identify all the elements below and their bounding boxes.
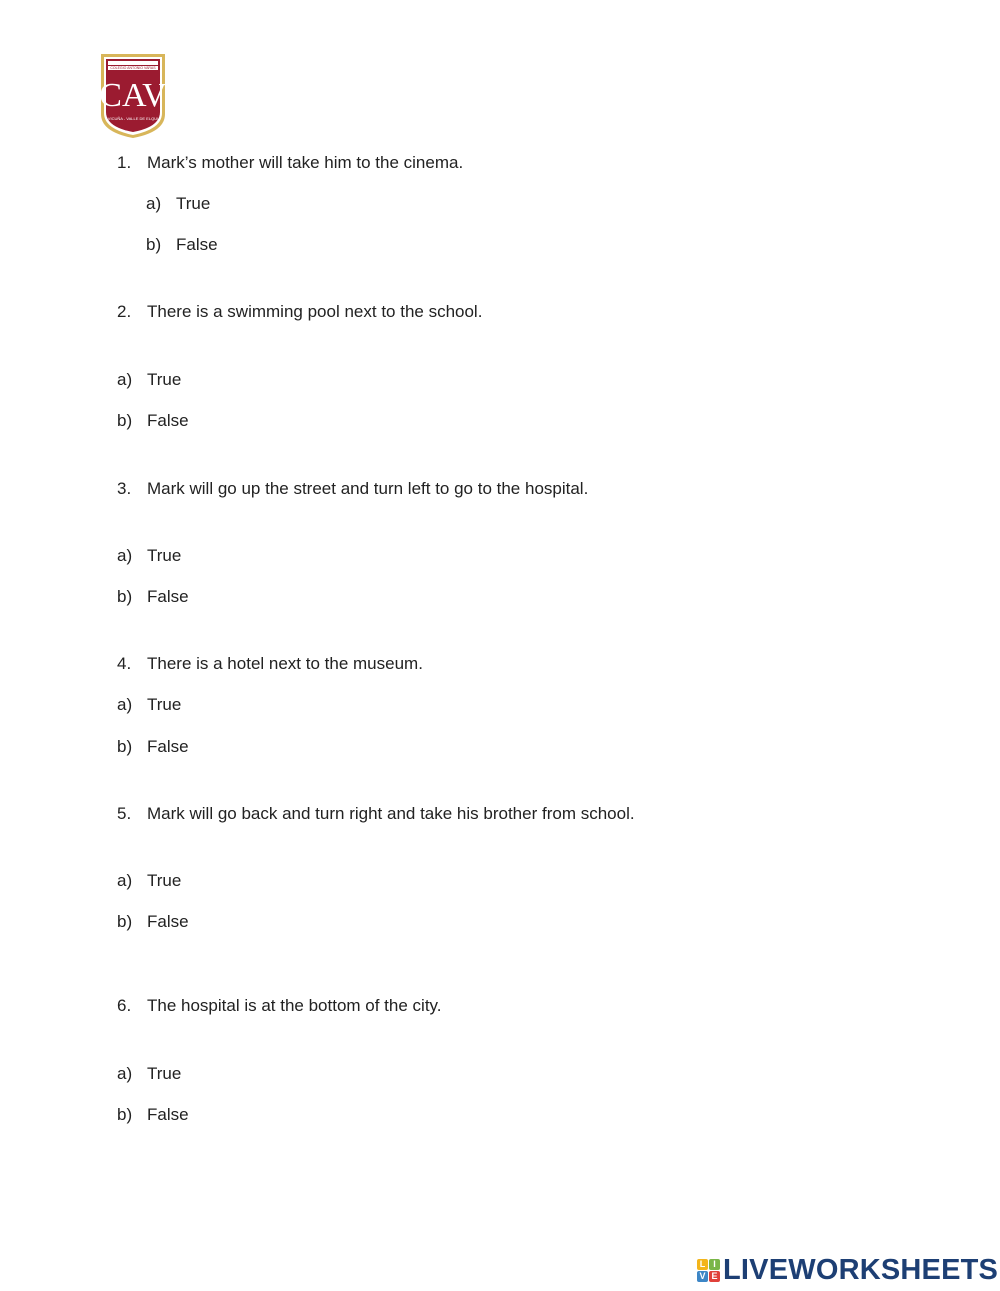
answer-option-true-text: True [147,695,182,714]
answer-option-true-label: a) [146,194,162,213]
brand-name: LIVEWORKSHEETS [723,1253,999,1286]
question-5-label: 5. [117,804,132,823]
answer-option-false-text: False [176,235,218,254]
answer-option-false-label: b) [117,1105,133,1124]
answer-option-true-label: a) [117,546,133,565]
answer-option-false-label: b) [117,587,133,606]
answer-option-false-text: False [147,737,189,756]
tile-e: E [709,1271,720,1282]
question-6-label: 6. [117,996,132,1015]
question-1-text: Mark’s mother will take him to the cinema. [147,153,464,172]
answer-option-true-label: a) [117,695,133,714]
question-4-text: There is a hotel next to the museum. [147,654,423,673]
answer-option-true-label: a) [117,1064,133,1083]
answer-option-true-text: True [147,370,182,389]
school-logo [99,52,167,140]
live-tiles-icon [697,1259,720,1282]
svg-text:COLEGIO ANTONIO VARAS: COLEGIO ANTONIO VARAS [110,66,156,70]
answer-option-false-text: False [147,587,189,606]
question-2-text: There is a swimming pool next to the school. [147,302,483,321]
question-6-text: The hospital is at the bottom of the city. [147,996,442,1015]
answer-option-false-label: b) [117,411,133,430]
question-2-label: 2. [117,302,132,321]
tile-v: V [697,1271,708,1282]
answer-option-false-label: b) [117,912,133,931]
answer-option-true-text: True [147,871,182,890]
answer-option-false-label: b) [117,737,133,756]
answer-option-false-text: False [147,912,189,931]
answer-option-true-label: a) [117,370,133,389]
question-3-text: Mark will go up the street and turn left to go to the hospital. [147,479,589,498]
question-5-text: Mark will go back and turn right and take his brother from school. [147,804,635,823]
answer-option-false-text: False [147,411,189,430]
answer-option-false-text: False [147,1105,189,1124]
question-1-label: 1. [117,153,132,172]
answer-option-true-label: a) [117,871,133,890]
tile-l: L [697,1259,708,1270]
liveworksheets-logo [697,1255,998,1285]
question-3-label: 3. [117,479,132,498]
question-4-label: 4. [117,654,132,673]
tile-i: I [709,1259,720,1270]
svg-text:VICUÑA - VALLE DE ELQUI: VICUÑA - VALLE DE ELQUI [107,116,159,121]
svg-text:CAV: CAV [99,77,167,114]
answer-option-true-text: True [176,194,211,213]
answer-option-true-text: True [147,546,182,565]
answer-option-true-text: True [147,1064,182,1083]
answer-option-false-label: b) [146,235,162,254]
